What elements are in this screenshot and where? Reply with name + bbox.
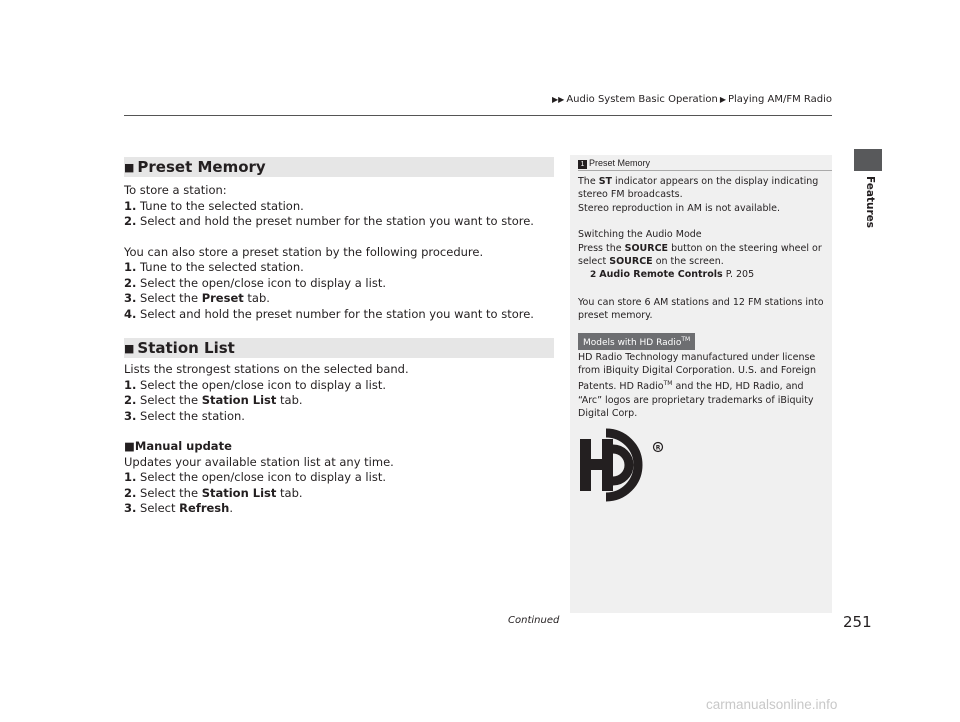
hd-radio-note: HD Radio Technology manufactured under license from iBiquity Digital Corporation. U.S. and Foreign Patents. HD Radio™ and the HD, HD Radio, and “Arc” logos are proprietary trademarks of iBiquity Digital Corp. — [578, 351, 817, 420]
station-list-heading-text: Station List — [137, 339, 235, 357]
sidebar-rule — [578, 170, 832, 171]
note-icon: 1 — [578, 160, 587, 169]
st-indicator-note: The ST indicator appears on the display indicating stereo FM broadcasts. — [578, 176, 819, 201]
preset-step-b2: 2. Select the open/close icon to display a list. — [124, 275, 386, 290]
breadcrumb-level-1: Audio System Basic Operation — [566, 94, 718, 105]
press-source-note: Press the SOURCE button on the steering wheel or select SOURCE on the screen. — [578, 242, 822, 268]
manual-update-intro: Updates your available station list at any time. — [124, 454, 394, 469]
breadcrumb — [550, 94, 832, 105]
square-bullet-icon: ■ — [124, 342, 135, 355]
section-tab-marker — [854, 149, 882, 171]
manual-step-1: 1. Select the open/close icon to display a list. — [124, 470, 386, 484]
hd-radio-logo — [576, 425, 668, 505]
square-bullet-icon: ■ — [124, 439, 135, 453]
sidebar-body — [578, 175, 828, 421]
station-intro: Lists the strongest stations on the selected band. — [124, 362, 409, 376]
page-number: 251 — [843, 613, 872, 631]
preset-step-a1: 1. Tune to the selected station. — [124, 198, 304, 213]
preset-step-a2: 2. Select and hold the preset number for the station you want to store. — [124, 214, 534, 228]
preset-memory-heading — [124, 157, 554, 177]
preset-memory-body — [124, 183, 564, 322]
station-list-heading — [124, 338, 554, 358]
sidebar-note — [570, 155, 832, 613]
breadcrumb-level-2: Playing AM/FM Radio — [728, 94, 832, 105]
square-bullet-icon: ■ — [124, 161, 135, 174]
station-step-2: 2. Select the Station List tab. — [124, 393, 303, 407]
side-tab-label: Features — [864, 176, 876, 228]
station-step-3: 3. Select the station. — [124, 408, 245, 423]
station-step-1: 1. Select the open/close icon to display a list. — [124, 377, 386, 392]
manual-step-3: 3. Select Refresh. — [124, 501, 233, 515]
header-rule — [124, 115, 832, 116]
preset-step-b3: 3. Select the Preset tab. — [124, 291, 270, 305]
store-note: You can store 6 AM stations and 12 FM stations into preset memory. — [578, 296, 824, 322]
watermark: carmanualsonline.info — [706, 697, 838, 712]
cross-reference-icon: 2 — [590, 270, 597, 281]
preset-intro: To store a station: — [124, 183, 227, 197]
stereo-am-note: Stereo reproduction in AM is not available. — [578, 202, 781, 214]
preset-step-b1: 1. Tune to the selected station. — [124, 260, 304, 274]
preset-memory-heading-text: Preset Memory — [137, 158, 266, 176]
cross-reference-link[interactable]: 2 Audio Remote Controls P. 205 — [590, 269, 755, 281]
manual-update-heading: ■Manual update — [124, 439, 232, 453]
svg-text:R: R — [655, 444, 661, 452]
switch-title: Switching the Audio Mode — [578, 229, 702, 241]
manual-step-2: 2. Select the Station List tab. — [124, 485, 303, 500]
preset-alt-intro: You can also store a preset station by the following procedure. — [124, 244, 484, 259]
station-list-body — [124, 362, 564, 517]
arrow-icon: ▶ — [719, 95, 726, 104]
double-arrow-icon: ▶▶ — [552, 95, 565, 104]
preset-step-b4: 4. Select and hold the preset number for the station you want to store. — [124, 306, 534, 321]
model-badge: Models with HD Radio™ — [578, 333, 695, 350]
continued-label: Continued — [508, 615, 560, 626]
sidebar-heading: 1 Preset Memory — [578, 158, 650, 169]
